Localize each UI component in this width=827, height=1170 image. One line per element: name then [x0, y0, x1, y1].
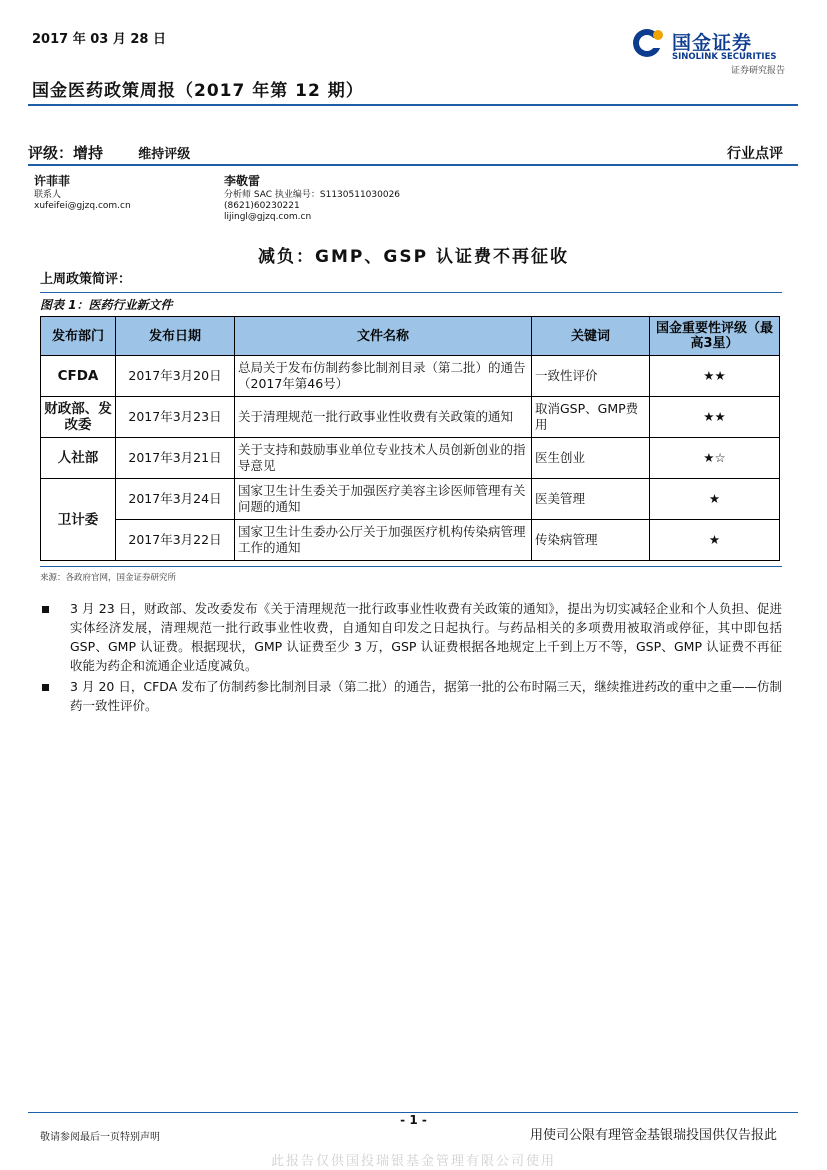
col-header-keyword: 关键词 — [532, 317, 650, 356]
policy-table — [40, 316, 780, 561]
cell-doc: 关于清理规范一批行政事业性收费有关政策的通知 — [235, 397, 532, 438]
brand-subtitle: 证券研究报告 — [730, 66, 785, 76]
table-row — [41, 438, 780, 479]
rating-maintain: 维持评级 — [138, 147, 191, 162]
figure-title: 图表 1：医药行业新文件 — [40, 298, 173, 312]
cell-keyword: 传染病管理 — [532, 520, 650, 561]
cell-doc: 关于支持和鼓励事业单位专业技术人员创新创业的指导意见 — [235, 438, 532, 479]
page-number: - 1 - — [400, 1113, 427, 1127]
cell-doc: 国家卫生计生委关于加强医疗美容主诊医师管理有关问题的通知 — [235, 479, 532, 520]
cell-stars: ★★ — [650, 356, 780, 397]
analyst-email[interactable]: xufeifei@gjzq.com.cn — [34, 201, 131, 211]
cell-dept: CFDA — [41, 356, 116, 397]
bullet-icon — [42, 606, 49, 613]
cell-dept: 财政部、发改委 — [41, 397, 116, 438]
watermark: 此报告仅供国投瑞银基金管理有限公司使用 — [270, 1154, 556, 1169]
cell-stars: ★ — [650, 479, 780, 520]
brand-name-cn: 国金证券 — [672, 32, 753, 54]
section-title: 上周政策简评： — [40, 272, 132, 287]
cell-date: 2017年3月21日 — [116, 438, 235, 479]
analyst-role: 联系人 — [34, 190, 62, 200]
analyst-license: 分析师 SAC 执业编号：S1130511030026 — [224, 190, 401, 200]
report-date: 2017 年 03 月 28 日 — [32, 32, 166, 47]
rating-label: 评级：增持 — [28, 144, 104, 162]
table-row — [41, 397, 780, 438]
table-row — [41, 520, 780, 561]
cell-dept: 卫计委 — [41, 479, 116, 561]
cell-date: 2017年3月24日 — [116, 479, 235, 520]
cell-keyword: 取消GSP、GMP费用 — [532, 397, 650, 438]
analyst-block-1 — [34, 176, 131, 212]
footer-usage-note: 用使司公限有理管金基银瑞投国供仅告报此 — [529, 1128, 777, 1143]
table-row — [41, 356, 780, 397]
cell-stars: ★☆ — [650, 438, 780, 479]
cell-date: 2017年3月23日 — [116, 397, 235, 438]
bullet-icon — [42, 684, 49, 691]
header-divider — [28, 104, 798, 106]
brand-name-en: SINOLINK SECURITIES — [672, 52, 777, 62]
footer-disclaimer: 敬请参阅最后一页特别声明 — [40, 1132, 160, 1143]
paragraph: 3 月 20 日，CFDA 发布了仿制药参比制剂目录（第二批）的通告，据第一批的公布时隔三天，继续推进药改的重中之重——仿制药一致性评价。 — [70, 679, 782, 713]
analyst-block-2 — [224, 176, 400, 223]
table-row — [41, 479, 780, 520]
col-header-doc: 文件名称 — [235, 317, 532, 356]
analyst-email[interactable]: lijingl@gjzq.com.cn — [224, 212, 312, 222]
cell-date: 2017年3月22日 — [116, 520, 235, 561]
analyst-name: 许菲菲 — [34, 174, 71, 188]
cell-date: 2017年3月20日 — [116, 356, 235, 397]
cell-stars: ★★ — [650, 397, 780, 438]
table-header-row — [41, 317, 780, 356]
cell-keyword: 医美管理 — [532, 479, 650, 520]
col-header-date: 发布日期 — [116, 317, 235, 356]
rating-row — [28, 142, 190, 163]
headline: 减负：GMP、GSP 认证费不再征收 — [258, 247, 569, 267]
cell-keyword: 一致性评价 — [532, 356, 650, 397]
cell-keyword: 医生创业 — [532, 438, 650, 479]
cell-stars: ★ — [650, 520, 780, 561]
table-source: 来源：各政府官网，国金证券研究所 — [40, 573, 177, 583]
rating-divider — [28, 164, 798, 166]
report-category: 行业点评 — [727, 146, 783, 162]
col-header-rating: 国金重要性评级（最高3星） — [650, 317, 780, 356]
section-divider — [40, 292, 782, 293]
cell-doc: 国家卫生计生委办公厅关于加强医疗机构传染病管理工作的通知 — [235, 520, 532, 561]
analyst-name: 李敬雷 — [224, 174, 261, 188]
report-title: 国金医药政策周报（2017 年第 12 期） — [32, 81, 364, 101]
cell-dept: 人社部 — [41, 438, 116, 479]
col-header-dept: 发布部门 — [41, 317, 116, 356]
cell-doc: 总局关于发布仿制药参比制剂目录（第二批）的通告（2017年第46号） — [235, 356, 532, 397]
brand-logo-icon — [632, 26, 666, 60]
table-bottom-rule — [40, 566, 782, 567]
analyst-phone: (8621)60230221 — [224, 201, 300, 211]
paragraph: 3 月 23 日，财政部、发改委发布《关于清理规范一批行政事业性收费有关政策的通知》，提出为切实减轻企业和个人负担、促进实体经济发展，清理规范一批行政事业性收费，自通知自印发之日起执行。与药品相关的多项费用被取消或停征，其中即包括 GSP、GMP 认证费。根据现状，GMP 认证费至少 3 万，GSP 认证费根据各地规定上千到上万不等，GSP、GMP 认证费不再征收能为药企和流通企业适度减负。 — [70, 601, 782, 673]
